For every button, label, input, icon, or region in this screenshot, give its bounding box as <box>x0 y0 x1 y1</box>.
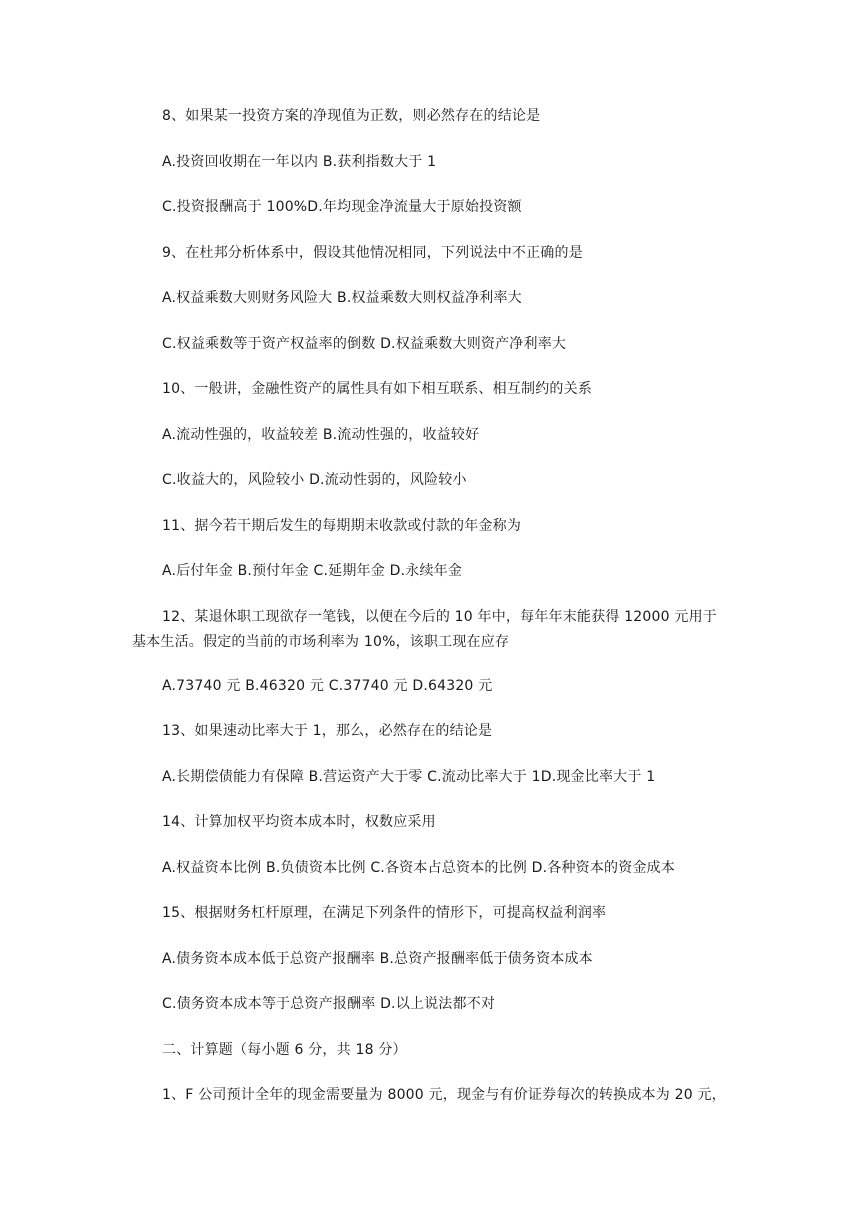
question-10-options-cd: C.收益大的，风险较小 D.流动性弱的，风险较小 <box>162 472 467 488</box>
question-9-text: 9、在杜邦分析体系中，假设其他情况相同，下列说法中不正确的是 <box>162 245 583 261</box>
calc-question-1-text: 1、F 公司预计全年的现金需要量为 8000 元，现金与有价证券每次的转换成本为 20 元， <box>162 1087 726 1103</box>
question-8-text: 8、如果某一投资方案的净现值为正数，则必然存在的结论是 <box>162 108 541 124</box>
question-11-options: A.后付年金 B.预付年金 C.延期年金 D.永续年金 <box>162 563 463 579</box>
question-15-text: 15、根据财务杠杆原理，在满足下列条件的情形下，可提高权益利润率 <box>162 905 607 921</box>
question-10-options-ab: A.流动性强的，收益较差 B.流动性强的，收益较好 <box>162 427 480 443</box>
question-12-text: 12、某退休职工现欲存一笔钱，以便在今后的 10 年中，每年年末能获得 12000 元用于 <box>162 609 717 625</box>
question-12-options: A.73740 元 B.46320 元 C.37740 元 D.64320 元 <box>162 678 493 694</box>
question-11-text: 11、据今若干期后发生的每期期末收款或付款的年金称为 <box>162 518 522 534</box>
question-13-text: 13、如果速动比率大于 1，那么，必然存在的结论是 <box>162 723 493 739</box>
question-13-options: A.长期偿债能力有保障 B.营运资产大于零 C.流动比率大于 1D.现金比率大于 1 <box>162 769 656 785</box>
question-8-options-cd: C.投资报酬高于 100%D.年均现金净流量大于原始投资额 <box>162 199 522 215</box>
question-15-options-cd: C.债务资本成本等于总资产报酬率 D.以上说法都不对 <box>162 996 496 1012</box>
question-9-options-ab: A.权益乘数大则财务风险大 B.权益乘数大则权益净利率大 <box>162 290 522 306</box>
question-14-text: 14、计算加权平均资本成本时，权数应采用 <box>162 814 436 830</box>
question-15-options-ab: A.债务资本成本低于总资产报酬率 B.总资产报酬率低于债务资本成本 <box>162 951 593 967</box>
question-10-text: 10、一般讲，金融性资产的属性具有如下相互联系、相互制约的关系 <box>162 381 593 397</box>
section-2-heading: 二、计算题（每小题 6 分，共 18 分） <box>162 1042 407 1058</box>
question-9-options-cd: C.权益乘数等于资产权益率的倒数 D.权益乘数大则资产净利率大 <box>162 336 567 352</box>
question-8-options-ab: A.投资回收期在一年以内 B.获利指数大于 1 <box>162 154 437 170</box>
question-12-text-continued: 基本生活。假定的当前的市场利率为 10%，该职工现在应存 <box>132 634 510 650</box>
question-14-options: A.权益资本比例 B.负债资本比例 C.各资本占总资本的比例 D.各种资本的资金成本 <box>162 860 676 876</box>
